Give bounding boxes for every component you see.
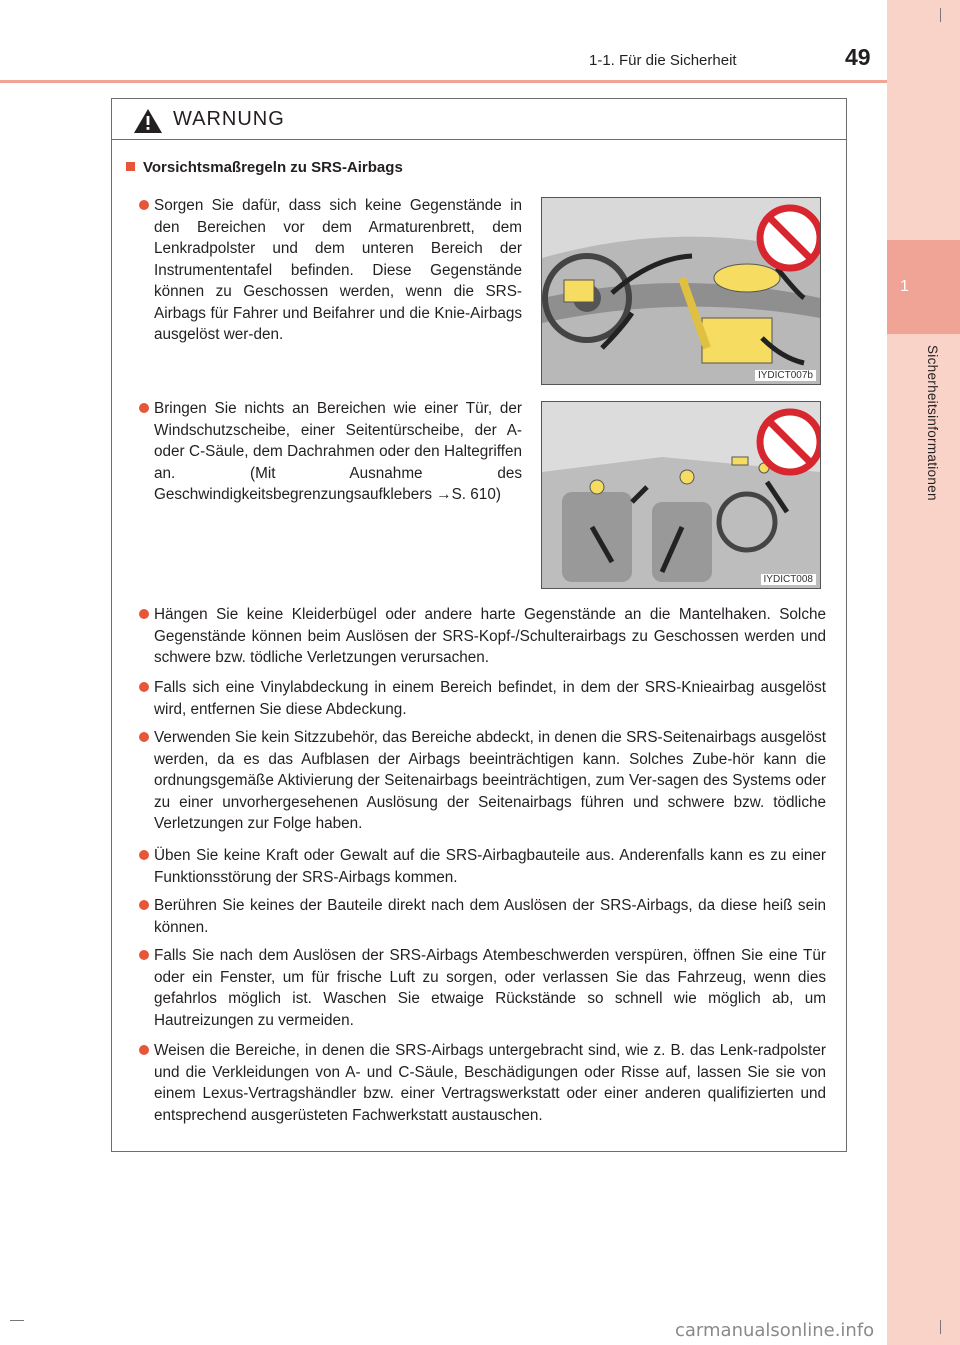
bullet-dot-icon — [139, 850, 149, 860]
bullet-dot-icon — [139, 200, 149, 210]
subheading-text: Vorsichtsmaßregeln zu SRS-Airbags — [143, 159, 403, 176]
bullet-text: Bringen Sie nichts an Bereichen wie einer Tür, der Windschutzscheibe, einer Seitentürscheibe, der A- oder C-Säule, dem Dachrahmen oder den Haltegriffen an. (Mit Ausnahme des Geschwindigkeitsbegrenzungsaufklebers →S. 610) — [154, 400, 522, 503]
warning-bullet — [154, 727, 826, 835]
figure-code: IYDICT007b — [755, 370, 816, 381]
chapter-side-strip — [887, 0, 960, 1345]
warning-bullet — [154, 604, 826, 669]
warning-title: WARNUNG — [173, 108, 285, 130]
bullet-text: Berühren Sie keines der Bauteile direkt nach dem Auslösen der SRS-Airbags, da diese heiß sein können. — [154, 897, 826, 936]
warning-bullet — [154, 398, 522, 506]
bullet-dot-icon — [139, 403, 149, 413]
bullet-dot-icon — [139, 732, 149, 742]
warning-bullet — [154, 677, 826, 720]
page-number: 49 — [845, 44, 871, 70]
bullet-text: Sorgen Sie dafür, dass sich keine Gegenstände in den Bereichen vor dem Armaturenbrett, dem Lenkradpolster und dem unteren Bereich der Instrumententafel befinden. Diese Gegenstände können zu Geschossen werden, wenn die SRS-Airbags für Fahrer und Beifahrer und die Knie-Airbags ausgelöst wer-den. — [154, 197, 522, 343]
header-rule — [0, 80, 887, 83]
square-bullet-icon — [126, 162, 135, 171]
bullet-dot-icon — [139, 682, 149, 692]
warning-bullet — [154, 1040, 826, 1126]
figure-code: IYDICT008 — [761, 574, 816, 585]
warning-bullet — [154, 895, 826, 938]
bullet-text: Weisen die Bereiche, in denen die SRS-Airbags untergebracht sind, wie z. B. das Lenk-radpolster und die Verkleidungen von A- und C-Säule, Beschädigungen oder Risse auf, lassen Sie sie von einem Lexus-Vertragshändler bzw. einer Vertragswerkstatt oder einer anderen qualifizierten und entsprechend ausgerüsteten Fachwerkstatt austauschen. — [154, 1042, 826, 1124]
warning-header — [112, 99, 846, 140]
chapter-number: 1 — [900, 278, 909, 295]
interior-illustration — [542, 402, 820, 588]
bullet-text: Falls sich eine Vinylabdeckung in einem Bereich befindet, in dem der SRS-Knieairbag ausgelöst wird, entfernen Sie diese Abdeckung. — [154, 679, 826, 718]
warning-bullet — [154, 945, 826, 1031]
footer-watermark: carmanualsonline.info — [675, 1320, 875, 1341]
interior-airbag-figure — [541, 401, 821, 589]
section-title: 1-1. Für die Sicherheit — [589, 52, 737, 69]
bullet-text: Hängen Sie keine Kleiderbügel oder andere harte Gegenstände an die Mantelhaken. Solche Gegenstände können beim Auslösen der SRS-Kopf-/Schulterairbags zu Geschossen werden und schwere bzw. tödliche Verletzungen verursachen. — [154, 606, 826, 666]
bullet-text: Verwenden Sie kein Sitzzubehör, das Bereiche abdeckt, in denen die SRS-Seitenairbags ausgelöst werden, da es das Aufblasen der Airbags beeinträchtigen kann. Solches Zube-hör kann die ordnungsgemäße Aktivierung der Seitenairbags beeinträchtigen, zum Ver-sagen des Systems oder zu einer unvorhergesehenen Auslösung der Seitenairbags führen und schwere bzw. tödliche Verletzungen zur Folge haben. — [154, 729, 826, 832]
warning-triangle-icon — [133, 108, 163, 134]
dashboard-airbag-figure — [541, 197, 821, 385]
crop-mark — [10, 1320, 24, 1321]
bullet-text: Üben Sie keine Kraft oder Gewalt auf die SRS-Airbagbauteile aus. Anderenfalls kann es zu einer Funktionsstörung der SRS-Airbags kommen. — [154, 847, 826, 886]
bullet-dot-icon — [139, 950, 149, 960]
warning-bullet — [154, 845, 826, 888]
crop-mark — [940, 1320, 941, 1334]
warning-box — [111, 98, 847, 1152]
chapter-title: Sicherheitsinformationen — [925, 345, 940, 501]
warning-subheading — [126, 159, 403, 176]
bullet-dot-icon — [139, 1045, 149, 1055]
crop-mark — [940, 8, 941, 22]
bullet-dot-icon — [139, 900, 149, 910]
dashboard-illustration — [542, 198, 820, 384]
warning-bullet — [154, 195, 522, 346]
bullet-dot-icon — [139, 609, 149, 619]
bullet-text: Falls Sie nach dem Auslösen der SRS-Airbags Atembeschwerden verspüren, öffnen Sie eine Tür oder ein Fenster, um für frische Luft zu sorgen, oder verlassen Sie das Fahrzeug, wenn dies gefahrlos möglich ist. Waschen Sie etwaige Rückstände so schnell wie möglich ab, um Hautreizungen zu vermeiden. — [154, 947, 826, 1029]
